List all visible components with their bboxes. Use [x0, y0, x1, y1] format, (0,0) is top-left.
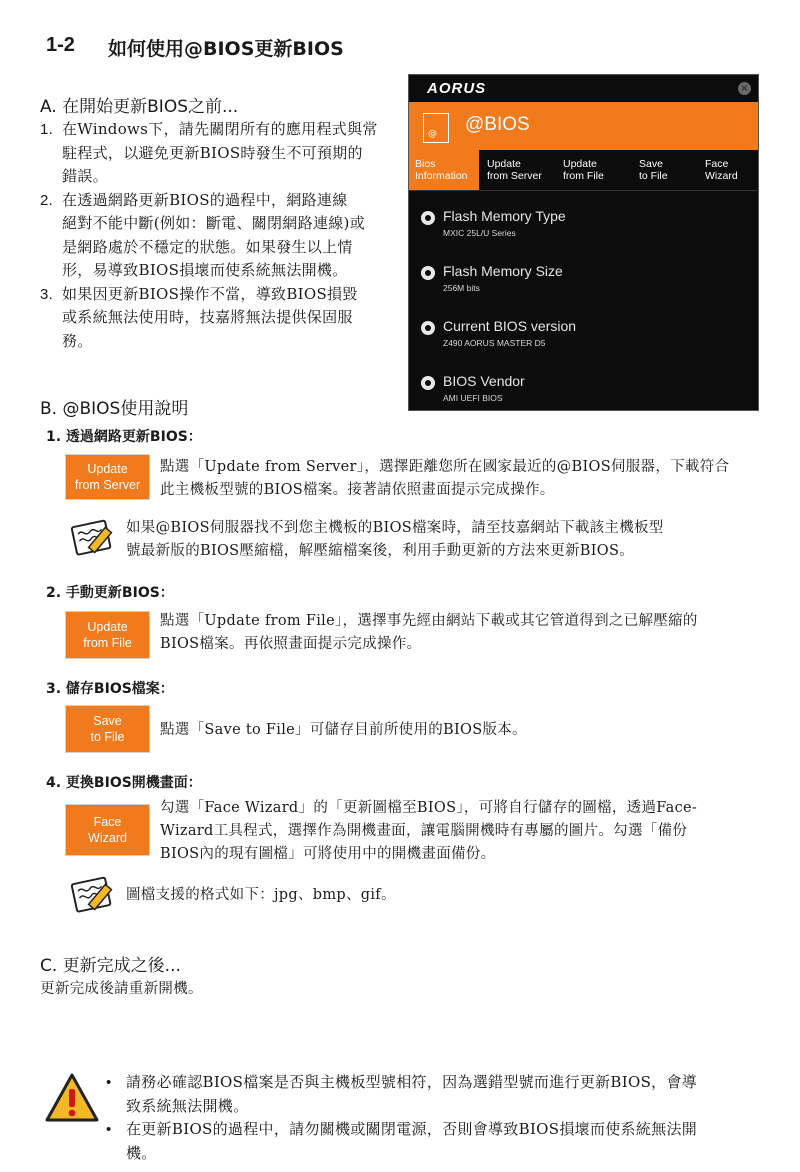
info-label: Current BIOS version	[443, 318, 577, 334]
bios-app-tabs	[409, 150, 758, 191]
section-c-heading: C. 更新完成之後...	[40, 956, 181, 976]
sub4-note	[126, 884, 766, 907]
list-line: 駐程式，以避免更新BIOS時發生不可預期的	[62, 143, 363, 162]
info-label: Flash Memory Type	[443, 208, 566, 224]
bios-app-titlebar	[409, 75, 758, 102]
tab-label: to File	[639, 170, 668, 182]
list-number: 3.	[40, 285, 54, 303]
text-line: 號最新版的BIOS壓縮檔，解壓縮檔案後，利用手動更新的方法來更新BIOS。	[126, 543, 635, 559]
text-line: BIOS檔案。再依照畫面提示完成操作。	[160, 636, 422, 652]
bios-app-screenshot	[408, 74, 759, 411]
button-label: from Server	[74, 478, 141, 492]
button-label: to File	[90, 730, 125, 744]
tab-label: Update	[563, 158, 597, 170]
warning-icon	[44, 1072, 100, 1124]
bios-app-title: @BIOS	[465, 114, 530, 135]
tab-label: from File	[563, 170, 604, 182]
tab-label: Information	[415, 170, 468, 182]
text-line: 點選「Update from Server」，選擇距離您所在國家最近的@BIOS伺服器，下載符合	[160, 459, 730, 475]
text-line: Wizard工具程式，選擇作為開機畫面，讓電腦開機時有專屬的圖片。勾選「備份	[160, 823, 688, 839]
sub1-description	[160, 456, 770, 502]
aorus-logo: AORUS	[427, 80, 487, 97]
button-label: Face	[93, 815, 122, 829]
list-number: 1.	[40, 121, 54, 138]
bios-chip-icon	[423, 113, 449, 143]
info-value: MXIC 25L/U Series	[443, 228, 516, 238]
info-value: AMI UEFI BIOS	[443, 393, 503, 403]
sub4-description	[160, 797, 770, 866]
info-value: 256M bits	[443, 283, 480, 293]
tab-label: Bios	[415, 158, 436, 170]
update-from-file-button[interactable]	[66, 612, 149, 658]
tab-label: Wizard	[705, 170, 738, 182]
button-label: Update	[87, 620, 128, 634]
button-label: from File	[83, 636, 132, 650]
list-line: 在透過網路更新BIOS的過程中，網路連線	[62, 190, 348, 209]
text-line: 機。	[126, 1143, 157, 1162]
text-line: 點選「Save to File」可儲存目前所使用的BIOS版本。	[160, 722, 527, 738]
section-number: 1-2	[46, 34, 75, 56]
list-line: 絕對不能中斷(例如：斷電、關閉網路連線)或	[62, 214, 366, 232]
list-item	[40, 118, 400, 189]
list-item	[40, 283, 400, 354]
list-number: 2.	[40, 191, 54, 209]
tab-update-from-server[interactable]	[481, 150, 557, 190]
tab-face-wizard[interactable]	[699, 150, 758, 190]
tab-update-from-file[interactable]	[557, 150, 633, 190]
info-circle-icon	[421, 376, 435, 390]
sub3-description	[160, 719, 770, 742]
text-line: BIOS內的現有圖檔」可將使用中的開機畫面備份。	[160, 846, 496, 862]
tab-label: from Server	[487, 170, 542, 182]
bullet-item	[106, 1118, 766, 1165]
info-label: Flash Memory Size	[443, 263, 563, 279]
list-line: 形，易導致BIOS損壞而使系統無法開機。	[62, 261, 348, 279]
bullet-dot: •	[106, 1074, 112, 1091]
sub1-note	[126, 517, 766, 563]
section-a-heading: A. 在開始更新BIOS之前...	[40, 97, 239, 117]
sub2-heading: 2. 手動更新BIOS：	[46, 585, 174, 601]
face-wizard-button[interactable]	[66, 805, 149, 855]
section-a-list	[40, 118, 400, 353]
text-line: 如果@BIOS伺服器找不到您主機板的BIOS檔案時，請至技嘉網站下載該主機板型	[126, 520, 664, 536]
text-line: 在更新BIOS的過程中，請勿關機或關閉電源，否則會導致BIOS損壞而使系統無法開	[126, 1120, 698, 1138]
list-line: 如果因更新BIOS操作不當，導致BIOS損毀	[62, 284, 358, 303]
text-line: 致系統無法開機。	[126, 1096, 249, 1115]
text-line: 點選「Update from File」，選擇事先經由網站下載或其它管道得到之已解壓縮的	[160, 613, 698, 629]
bullet-dot: •	[106, 1121, 112, 1138]
info-circle-icon	[421, 266, 435, 280]
section-b-heading: B. @BIOS使用說明	[40, 399, 189, 419]
list-line: 在Windows下，請先關閉所有的應用程式與常	[62, 120, 378, 138]
text-line: 勾選「Face Wizard」的「更新圖檔至BIOS」，可將自行儲存的圖檔，透過Face-	[160, 800, 698, 816]
sub1-heading: 1. 透過網路更新BIOS：	[46, 429, 202, 445]
tab-label: Save	[639, 158, 663, 170]
text-line: 圖檔支援的格式如下：jpg、bmp、gif。	[126, 887, 396, 903]
tab-label: Face	[705, 158, 729, 170]
bullet-item	[106, 1071, 766, 1118]
list-line: 錯誤。	[62, 167, 108, 185]
section-c-text: 更新完成後請重新開機。	[40, 981, 203, 997]
update-from-server-button[interactable]	[66, 455, 149, 499]
button-label: Update	[87, 462, 128, 476]
at-symbol: @	[428, 129, 437, 139]
note-pencil-icon	[70, 874, 118, 914]
list-line: 或系統無法使用時，技嘉將無法提供保固服	[62, 308, 353, 326]
info-circle-icon	[421, 211, 435, 225]
info-value: Z490 AORUS MASTER D5	[443, 338, 546, 348]
list-line: 是網路處於不穩定的狀態。如果發生以上情	[62, 237, 353, 256]
tab-bios-information[interactable]	[409, 150, 479, 190]
button-label: Save	[93, 714, 122, 728]
bios-app-header	[409, 102, 758, 150]
info-label: BIOS Vendor	[443, 373, 525, 389]
sub2-description	[160, 610, 770, 656]
tab-save-to-file[interactable]	[633, 150, 699, 190]
close-icon[interactable]: ×	[738, 82, 751, 95]
tab-label: Update	[487, 158, 521, 170]
list-item	[40, 189, 400, 283]
warning-list	[106, 1071, 766, 1165]
page-title: 如何使用@BIOS更新BIOS	[108, 38, 344, 60]
sub3-heading: 3. 儲存BIOS檔案：	[46, 681, 174, 697]
text-line: 此主機板型號的BIOS檔案。接著請依照畫面提示完成操作。	[160, 482, 555, 498]
button-label: Wizard	[88, 831, 127, 845]
info-circle-icon	[421, 321, 435, 335]
save-to-file-button[interactable]	[66, 706, 149, 752]
text-line: 請務必確認BIOS檔案是否與主機板型號相符，因為選錯型號而進行更新BIOS，會導	[126, 1073, 698, 1091]
sub4-heading: 4. 更換BIOS開機畫面：	[46, 775, 202, 791]
note-pencil-icon	[70, 517, 118, 557]
list-line: 務。	[62, 331, 93, 350]
